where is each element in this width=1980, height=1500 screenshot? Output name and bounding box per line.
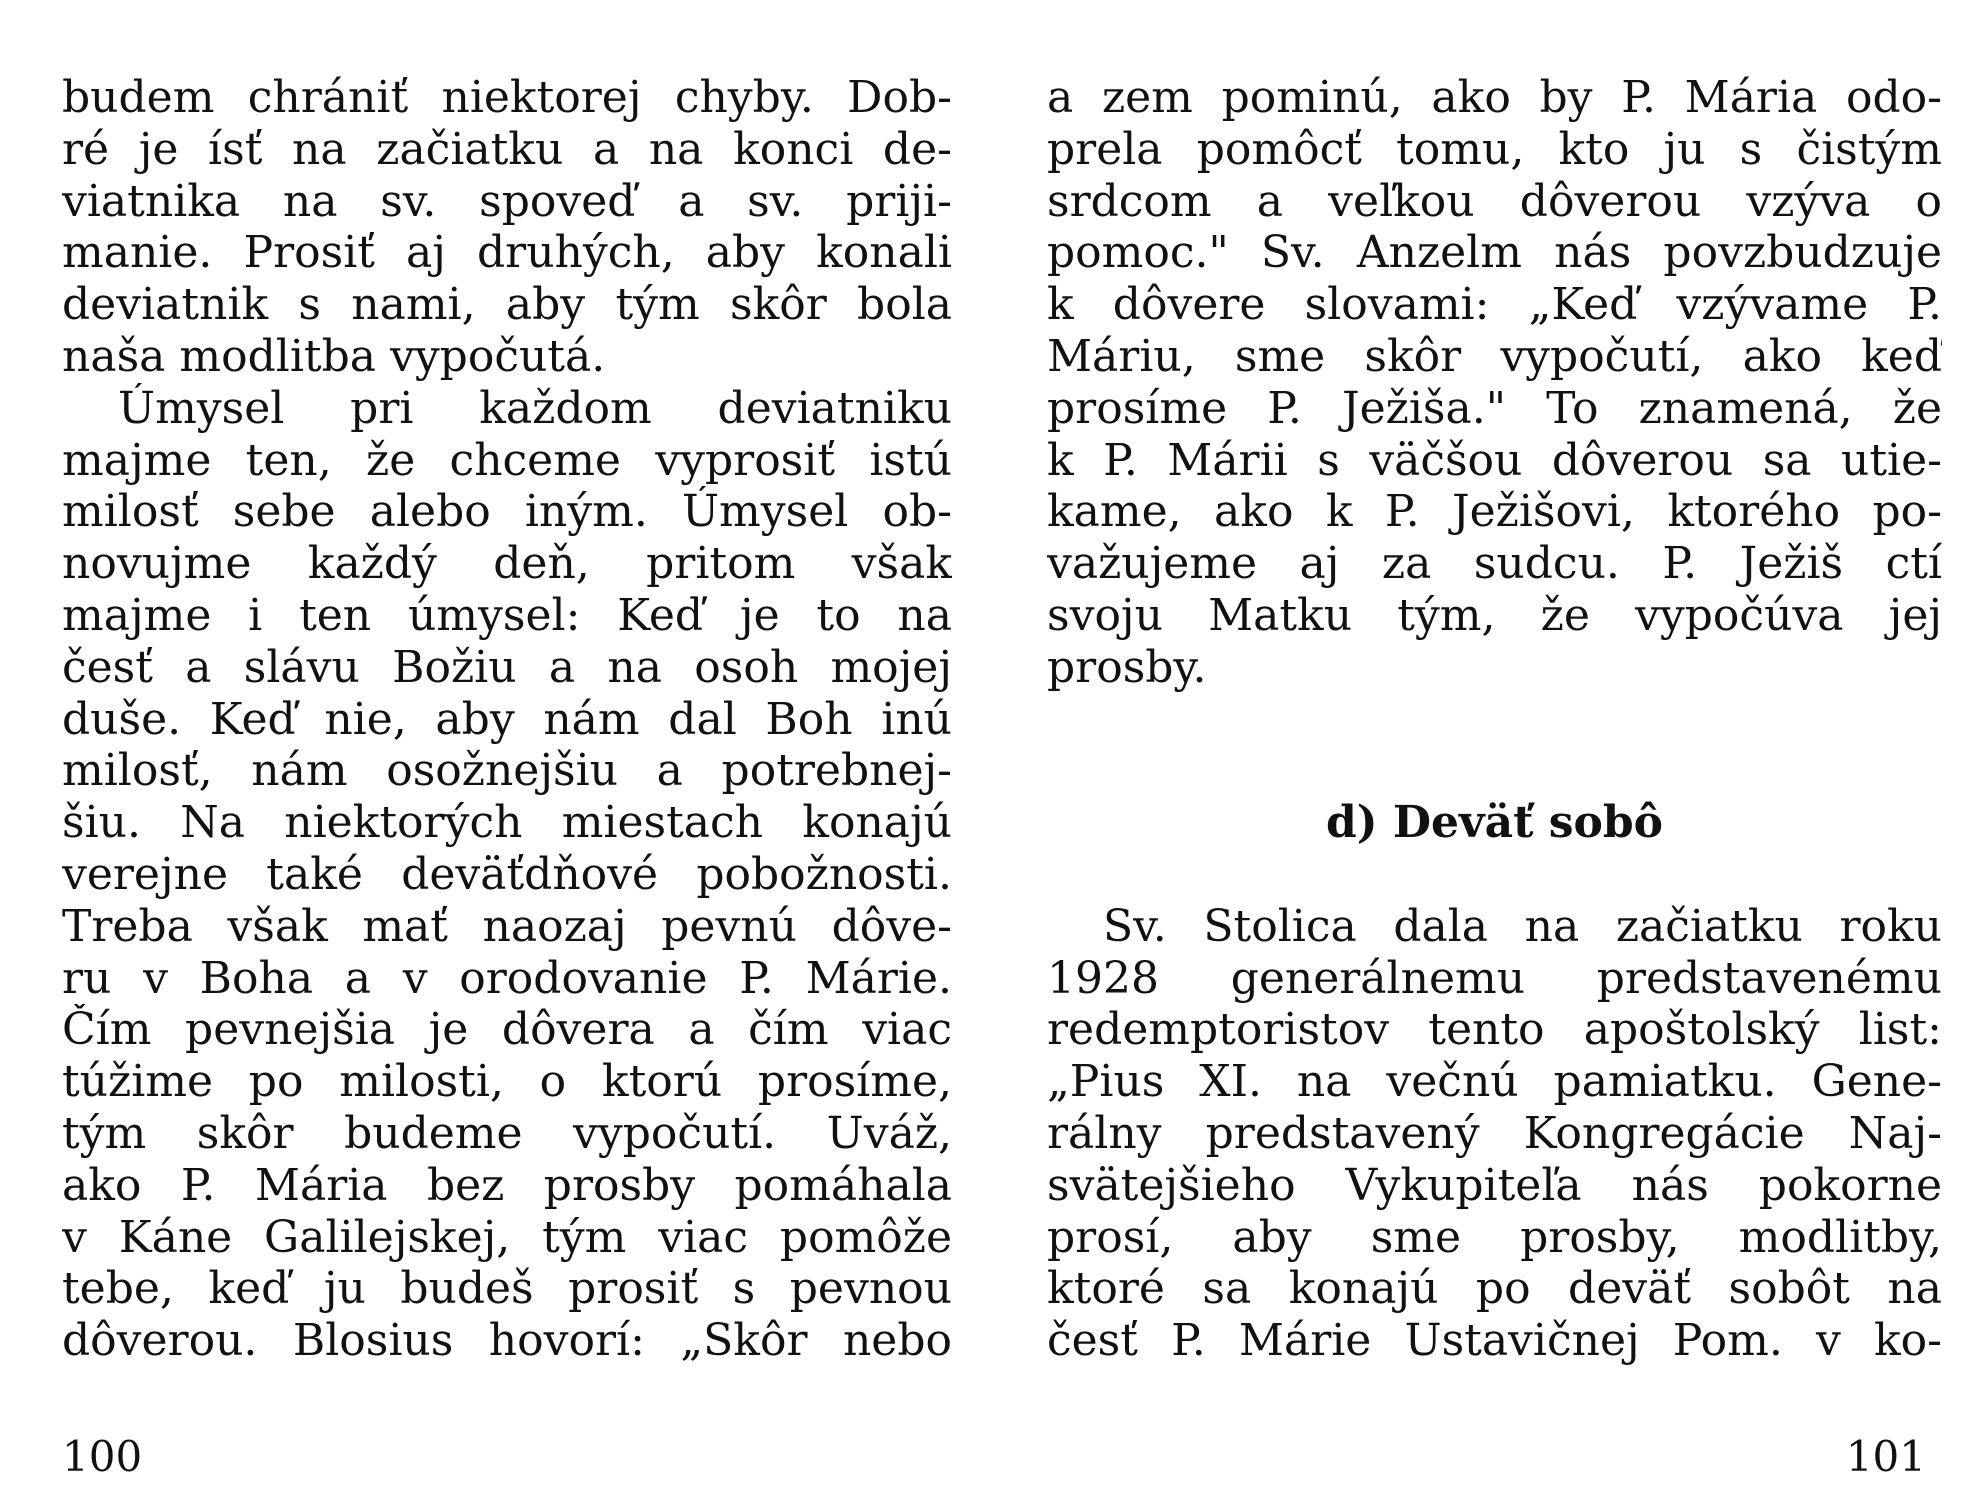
text-line: redemptoristov tento apoštolský list:	[1047, 1004, 1942, 1056]
text-line: duše. Keď nie, aby nám dal Boh inú	[62, 693, 952, 745]
text-line: šiu. Na niektorých miestach konajú	[62, 797, 952, 849]
paragraph-start-line: Sv. Stolica dala na začiatku roku	[1103, 900, 1942, 952]
text-line: Čím pevnejšia je dôvera a čím viac	[62, 1004, 952, 1056]
text-line: srdcom a veľkou dôverou vzýva o	[1047, 175, 1942, 227]
text-line: túžime po milosti, o ktorú prosíme,	[62, 1056, 952, 1108]
text-line: naša modlitba vypočutá.	[62, 330, 606, 382]
page-number: 101	[1845, 1432, 1926, 1481]
text-line: prosíme P. Ježiša." To znamená, že	[1047, 382, 1942, 434]
text-line: Treba však mať naozaj pevnú dôve-	[62, 900, 952, 952]
text-line: budem chrániť niektorej chyby. Dob-	[62, 72, 952, 123]
text-line: važujeme aj za sudcu. P. Ježiš ctí	[1047, 538, 1942, 590]
blank-line	[1047, 745, 1942, 797]
text-line: verejne také deväťdňové pobožnosti.	[62, 848, 952, 900]
text-line: a zem pominú, ako by P. Mária odo-	[1047, 72, 1942, 123]
text-line: prosí, aby sme prosby, modlitby,	[1047, 1211, 1942, 1263]
blank-line	[1047, 694, 1942, 746]
right-page	[990, 0, 1980, 1500]
text-line: kame, ako k P. Ježišovi, ktorého po-	[1047, 486, 1942, 538]
text-line: majme i ten úmysel: Keď je to na	[62, 589, 952, 641]
text-line: k P. Márii s väčšou dôverou sa utie-	[1047, 434, 1942, 486]
page-number: 100	[62, 1432, 143, 1481]
text-line: ré je ísť na začiatku a na konci de-	[62, 123, 952, 175]
text-line: viatnika na sv. spoveď a sv. priji-	[62, 175, 952, 227]
text-line: pomoc." Sv. Anzelm nás povzbudzuje	[1047, 227, 1942, 279]
text-line: prosby.	[1047, 641, 1207, 693]
text-line: tebe, keď ju budeš prosiť s pevnou	[62, 1263, 952, 1315]
paragraph-start-line: Úmysel pri každom deviatniku	[118, 382, 952, 434]
text-line: česť a slávu Božiu a na osoh mojej	[62, 641, 952, 693]
text-line: 1928 generálnemu predstavenému	[1047, 952, 1942, 1004]
text-line: milosť, nám osožnejšiu a potrebnej-	[62, 745, 952, 797]
text-line: k dôvere slovami: „Keď vzývame P.	[1047, 279, 1942, 331]
text-line: dôverou. Blosius hovorí: „Skôr nebo	[62, 1315, 952, 1367]
text-line: Máriu, sme skôr vypočutí, ako keď	[1047, 330, 1942, 382]
text-line: svoju Matku tým, že vypočúva jej	[1047, 589, 1942, 641]
text-line: ako P. Mária bez prosby pomáhala	[62, 1159, 952, 1211]
text-line: tým skôr budeme vypočutí. Uváž,	[62, 1107, 952, 1159]
section-heading: d) Deväť sobô	[1325, 797, 1663, 849]
text-line: česť P. Márie Ustavičnej Pom. v ko-	[1047, 1315, 1942, 1367]
text-line: prela pomôcť tomu, kto ju s čistým	[1047, 123, 1942, 175]
blank-line	[1047, 849, 1942, 901]
text-line: novujme každý deň, pritom však	[62, 538, 952, 590]
text-line: milosť sebe alebo iným. Úmysel ob-	[62, 486, 952, 538]
text-line: „Pius XI. na večnú pamiatku. Gene-	[1047, 1056, 1942, 1108]
text-line: v Káne Galilejskej, tým viac pomôže	[62, 1211, 952, 1263]
text-line: majme ten, že chceme vyprosiť istú	[62, 434, 952, 486]
text-line: svätejšieho Vykupiteľa nás pokorne	[1047, 1159, 1942, 1211]
left-page-text	[62, 72, 952, 1367]
text-line: ktoré sa konajú po deväť sobôt na	[1047, 1263, 1942, 1315]
text-line: deviatnik s nami, aby tým skôr bola	[62, 279, 952, 331]
text-line: rálny predstavený Kongregácie Naj-	[1047, 1107, 1942, 1159]
text-line: ru v Boha a v orodovanie P. Márie.	[62, 952, 952, 1004]
text-line: manie. Prosiť aj druhých, aby konali	[62, 227, 952, 279]
right-page-text	[1047, 72, 1942, 1367]
